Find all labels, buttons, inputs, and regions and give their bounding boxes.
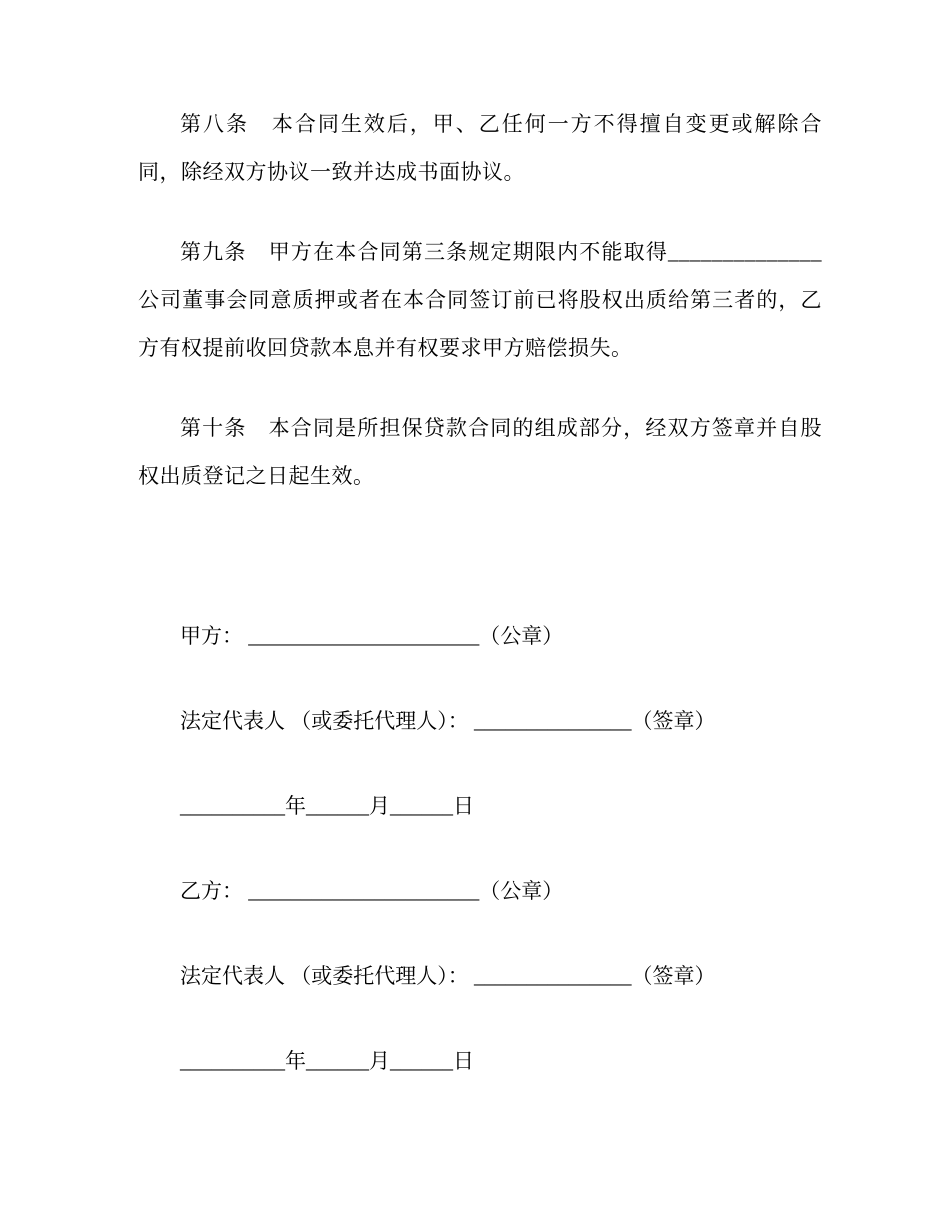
party-b-date-line: __________年______月______日 (180, 1049, 474, 1073)
party-b-name-line: 乙方： ______________________（公章） (180, 879, 564, 903)
article-10-paragraph: 第十条 本合同是所担保贷款合同的组成部分，经双方签章并自股权出质登记之日起生效。 (138, 416, 822, 488)
party-b-representative-line: 法定代表人 （或委托代理人）： _______________（签章） (180, 964, 716, 988)
article-9-paragraph: 第九条 甲方在本合同第三条规定期限内不能取得______________公司董事会同意质押或者在本合同签订前已将股权出质给第三者的，乙方有权提前收回贷款本息并有权要求甲方赔偿损失。 (138, 240, 822, 360)
party-a-name-line: 甲方： ______________________（公章） (180, 624, 564, 648)
article-8-paragraph: 第八条 本合同生效后，甲、乙任何一方不得擅自变更或解除合同，除经双方协议一致并达成书面协议。 (138, 112, 822, 184)
party-a-representative-line: 法定代表人 （或委托代理人）： _______________（签章） (180, 709, 716, 733)
party-a-date-line: __________年______月______日 (180, 794, 474, 818)
signature-block (138, 612, 822, 1085)
